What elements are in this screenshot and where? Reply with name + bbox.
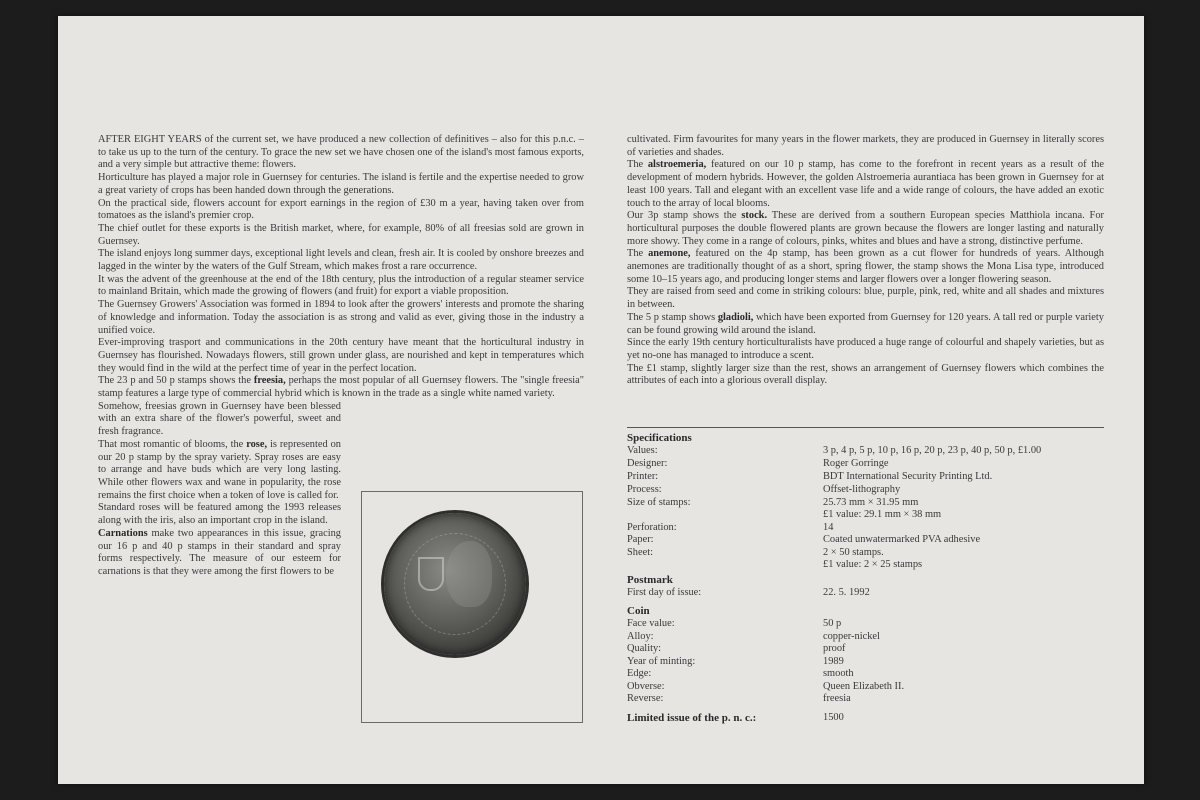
queen-portrait <box>446 541 492 607</box>
limited-issue-label: Limited issue of the p. n. c.: <box>627 712 757 724</box>
spec-label: Values: <box>627 445 658 456</box>
spec-value: 2 × 50 stamps. <box>823 547 884 558</box>
limited-issue-value: 1500 <box>823 712 844 723</box>
paragraph: The island enjoys long summer days, exceptional light levels and clean, fresh air. It is cooled by onshore breezes and lagged in the winter by the waters of the Gulf Stream, which makes frost a rare occurrence. <box>98 248 584 273</box>
spec-label: Edge: <box>627 668 652 679</box>
paragraph: It was the advent of the greenhouse at the end of the 18th century, plus the introduction of a regular steamer service to mainland Britain, which made the growing of flowers (and fruit) for export a viable proposition. <box>98 273 584 298</box>
paragraph: The Guernsey Growers' Association was formed in 1894 to look after the growers' interests and promote the sharing of knowledge and information. Today the association is as strong and valid as ever, giving those in the industry a unified voice. <box>98 299 584 336</box>
paragraph: The £1 stamp, slightly larger size than the rest, shows an arrangement of Guernsey flowers which combines the attributes of each into a glorious overall display. <box>627 362 1104 387</box>
spec-value: Coated unwatermarked PVA adhesive <box>823 534 981 545</box>
section-divider <box>627 427 1104 428</box>
paragraph: Ever-improving trasport and communications in the 20th century have meant that the horticultural industry in Guernsey has flourished. Nowadays flowers, still grown under glass, are nourished and kept in temperatures which they would find in the wild at the perfect time of year in the perfect location. <box>98 337 584 374</box>
paragraph-anemone: The anemone, featured on the 4p stamp, has been grown as a cut flower for hundreds of years. Although anemones are traditionally thought of as a short, spring flower, the stamp shows the Mona Lisa type, introduced some 10–15 years ago, and producing longer stems and larger flowers over a longer flowering season. <box>627 248 1104 285</box>
spec-value: 22. 5. 1992 <box>823 587 870 598</box>
paragraph-alstroemeria: The alstroemeria, featured on our 10 p stamp, has come to the forefront in recent years as a result of the development of modern hybrids. However, the golden Alstroemeria aurantiaca has been grown in Guernsey for at least 100 years. Tall and elegant with an excellent vase life and a wide range of colours, the have added an exotic touch to the array of local blooms. <box>627 159 1104 209</box>
paragraph: Since the early 19th century horticulturalists have produced a huge range of colourful and shapely varieties, but as yet no-one has managed to introduce a scent. <box>627 337 1104 361</box>
spec-label: Quality: <box>627 643 662 654</box>
spec-value: Offset-lithography <box>823 484 901 495</box>
spec-value: smooth <box>823 668 854 679</box>
spec-value: 50 p <box>823 618 842 629</box>
paragraph: They are raised from seed and come in striking colours: blue, purple, pink, red, white and all shades and mixtures in between. <box>627 286 1104 311</box>
bold-term: freesia, <box>253 375 286 387</box>
paragraph: The chief outlet for these exports is the British market, where, for example, 80% of all freesias sold are grown in Guernsey. <box>98 222 584 247</box>
spec-value: £1 value: 2 × 25 stamps <box>823 559 923 570</box>
spec-label: Process: <box>627 484 662 495</box>
postmark-heading: Postmark <box>627 574 673 586</box>
spec-label: Printer: <box>627 471 659 482</box>
spec-value: 14 <box>823 522 834 533</box>
spec-label: Size of stamps: <box>627 497 691 508</box>
spec-value: £1 value: 29.1 mm × 38 mm <box>823 509 942 520</box>
bold-term: alstroemeria, <box>647 159 707 171</box>
spec-value: freesia <box>823 693 851 704</box>
spec-value: BDT International Security Printing Ltd. <box>823 471 993 482</box>
bold-term: gladioli, <box>717 311 754 323</box>
spec-label: Obverse: <box>627 681 665 692</box>
spec-label: Paper: <box>627 534 654 545</box>
bold-term: rose, <box>246 438 268 450</box>
spec-value: 25.73 mm × 31.95 mm <box>823 497 919 508</box>
shield-emblem <box>418 557 444 591</box>
paragraph: On the practical side, flowers account for export earnings in the region of £30 m a year, having taken over from tomatoes as the island's premier crop. <box>98 197 584 222</box>
bold-term: anemone, <box>648 248 691 260</box>
spec-value: Roger Gorringe <box>823 458 889 469</box>
paragraph-carnations: Carnations make two appearances in this issue, gracing our 16 p and 40 p stamps in their standard and spray forms respectively. The measure of our esteem for carnations is that they were among the first flowers to be <box>98 527 341 577</box>
spec-label: Designer: <box>627 458 668 469</box>
text-column-right <box>627 134 1104 388</box>
spec-value: 1989 <box>823 656 844 667</box>
spec-label: First day of issue: <box>627 587 702 598</box>
bold-term: stock. <box>741 210 768 222</box>
paragraph: Standard roses will be featured among the 1993 releases along with the iris, also an important crop in the island. <box>98 502 341 527</box>
paragraph: Somehow, freesias grown in Guernsey have been blessed with an extra share of the flower's powerful, sweet and fresh fragrance. <box>98 400 341 438</box>
paragraph-freesia: The 23 p and 50 p stamps shows the freesia, perhaps the most popular of all Guernsey flowers. The "single freesia" stamp features a large type of commercial hybrid which is known in the trade as a single white named variety. <box>98 375 584 400</box>
paragraph-rose: That most romantic of blooms, the rose, is represented on our 20 p stamp by the spray variety. Spray roses are easy to arrange and have buds which are very long lasting. While other flowers wax and wane in popularity, the rose remains the first choice when a token of love is called for. <box>98 438 341 501</box>
spec-label: Year of minting: <box>627 656 696 667</box>
spec-value: Queen Elizabeth II. <box>823 681 905 692</box>
paragraph: Horticulture has played a major role in Guernsey for centuries. The island is fertile and the expertise needed to grow a great variety of crops has been handed down through the generations. <box>98 172 584 196</box>
spec-value: proof <box>823 643 846 654</box>
spec-label: Perforation: <box>627 522 677 533</box>
narrow-column <box>98 401 341 579</box>
spec-label: Reverse: <box>627 693 664 704</box>
spec-label: Face value: <box>627 618 675 629</box>
spec-label: Alloy: <box>627 631 654 642</box>
spec-label: Sheet: <box>627 547 653 558</box>
bold-term: Carnations <box>98 527 148 539</box>
coin-image <box>384 513 526 655</box>
spec-value: copper-nickel <box>823 631 880 642</box>
specifications-heading: Specifications <box>627 432 692 444</box>
paragraph: AFTER EIGHT YEARS of the current set, we have produced a new collection of definitives – also for this p.n.c. – to take us up to the turn of the century. To grace the new set we have chosen one of the island's most famous exports, and a very simple but attractive theme: flowers. <box>98 134 584 171</box>
coin-heading: Coin <box>627 605 650 617</box>
paragraph-stock: Our 3p stamp shows the stock. These are derived from a southern European species Matthiola incana. For horticultural purposes the double flowered plants are grown because the flowers are longer lasting and naturally more showy. They come in a range of colours, pinks, whites and blues and have a strong, distinctive perfume. <box>627 210 1104 247</box>
paragraph: cultivated. Firm favourites for many years in the flower markets, they are produced in Guernsey in literally scores of varieties and shades. <box>627 134 1104 158</box>
paragraph-gladioli: The 5 p stamp shows gladioli, which have been exported from Guernsey for 120 years. A tall red or purple variety can be found growing wild around the island. <box>627 311 1104 336</box>
spec-value: 3 p, 4 p, 5 p, 10 p, 16 p, 20 p, 23 p, 40 p, 50 p, £1.00 <box>823 445 1042 456</box>
